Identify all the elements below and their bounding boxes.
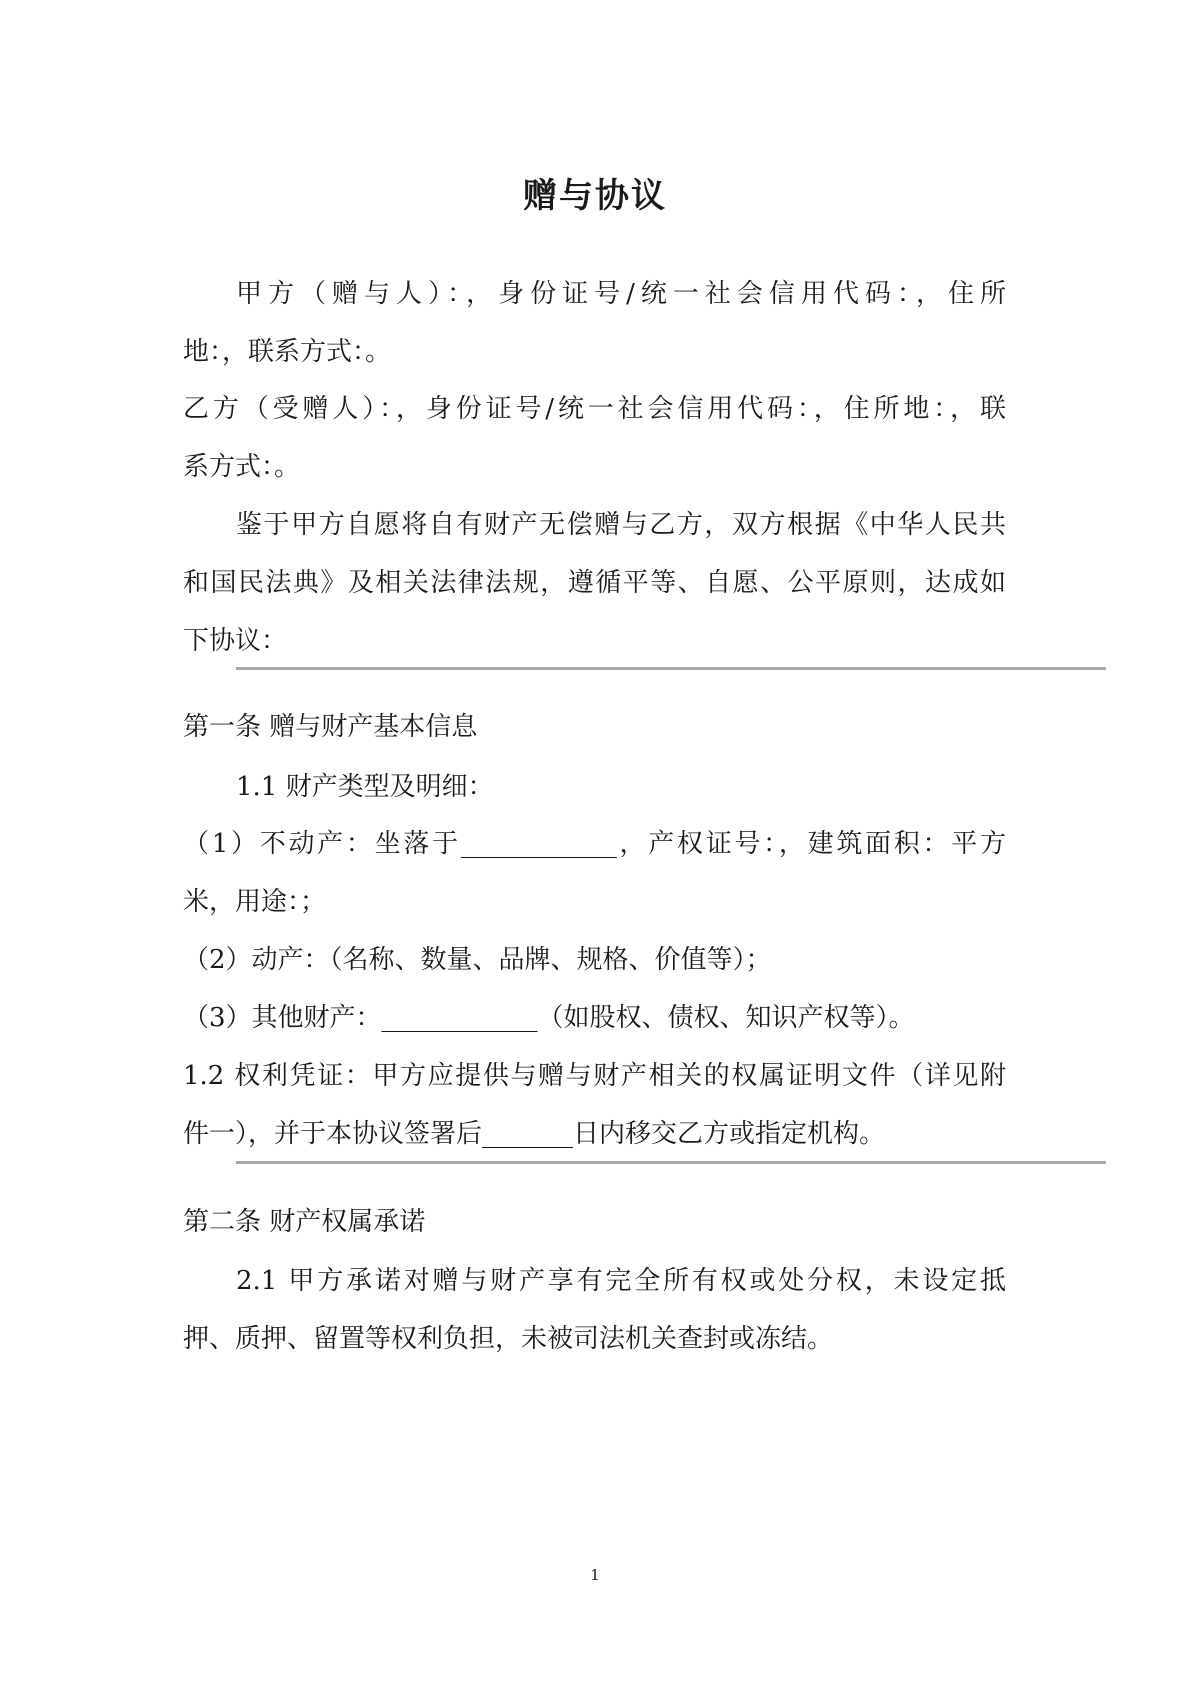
party-a-line-1: 甲方（赠与人）：，身份证号/统一社会信用代码：，住所 <box>236 279 1006 309</box>
document-title: 赠与协议 <box>523 176 667 216</box>
preamble-line-1: 鉴于甲方自愿将自有财产无偿赠与乙方，双方根据《中华人民共 <box>236 510 1006 540</box>
preamble-line-2: 和国民法典》及相关法律法规，遵循平等、自愿、公平原则，达成如 <box>183 568 1006 598</box>
clause-1-1: 1.1 财产类型及明细： <box>236 772 494 802</box>
article-2-heading: 第二条 财产权属承诺 <box>183 1207 426 1237</box>
clause-2-1-line-2: 押、质押、留置等权利负担，未被司法机关查封或冻结。 <box>183 1324 834 1354</box>
clause-2-1-line-1: 2.1 甲方承诺对赠与财产享有完全所有权或处分权，未设定抵 <box>236 1266 1006 1296</box>
clause-1-1-item-1-line-1: （1）不动产：坐落于____________，产权证号：，建筑面积：平方 <box>183 829 1006 859</box>
party-b-line-1: 乙方（受赠人）：，身份证号/统一社会信用代码：，住所地：，联 <box>183 394 1006 424</box>
section-divider <box>236 1161 1106 1164</box>
party-b-line-2: 系方式：。 <box>183 452 301 482</box>
clause-1-1-item-3: （3）其他财产：____________（如股权、债权、知识产权等）。 <box>183 1003 915 1033</box>
section-divider <box>236 667 1106 670</box>
article-1-heading: 第一条 赠与财产基本信息 <box>183 712 478 742</box>
preamble-line-3: 下协议： <box>183 626 288 656</box>
clause-1-2-line-1: 1.2 权利凭证：甲方应提供与赠与财产相关的权属证明文件（详见附 <box>183 1061 1006 1091</box>
clause-1-2-line-2: 件一），并于本协议签署后_______日内移交乙方或指定机构。 <box>183 1119 886 1149</box>
page-number: 1 <box>590 1566 600 1584</box>
clause-1-1-item-2: （2）动产：（名称、数量、品牌、规格、价值等）； <box>183 945 772 975</box>
party-a-line-2: 地：，联系方式：。 <box>183 337 392 367</box>
clause-1-1-item-1-line-2: 米，用途：； <box>183 887 327 917</box>
